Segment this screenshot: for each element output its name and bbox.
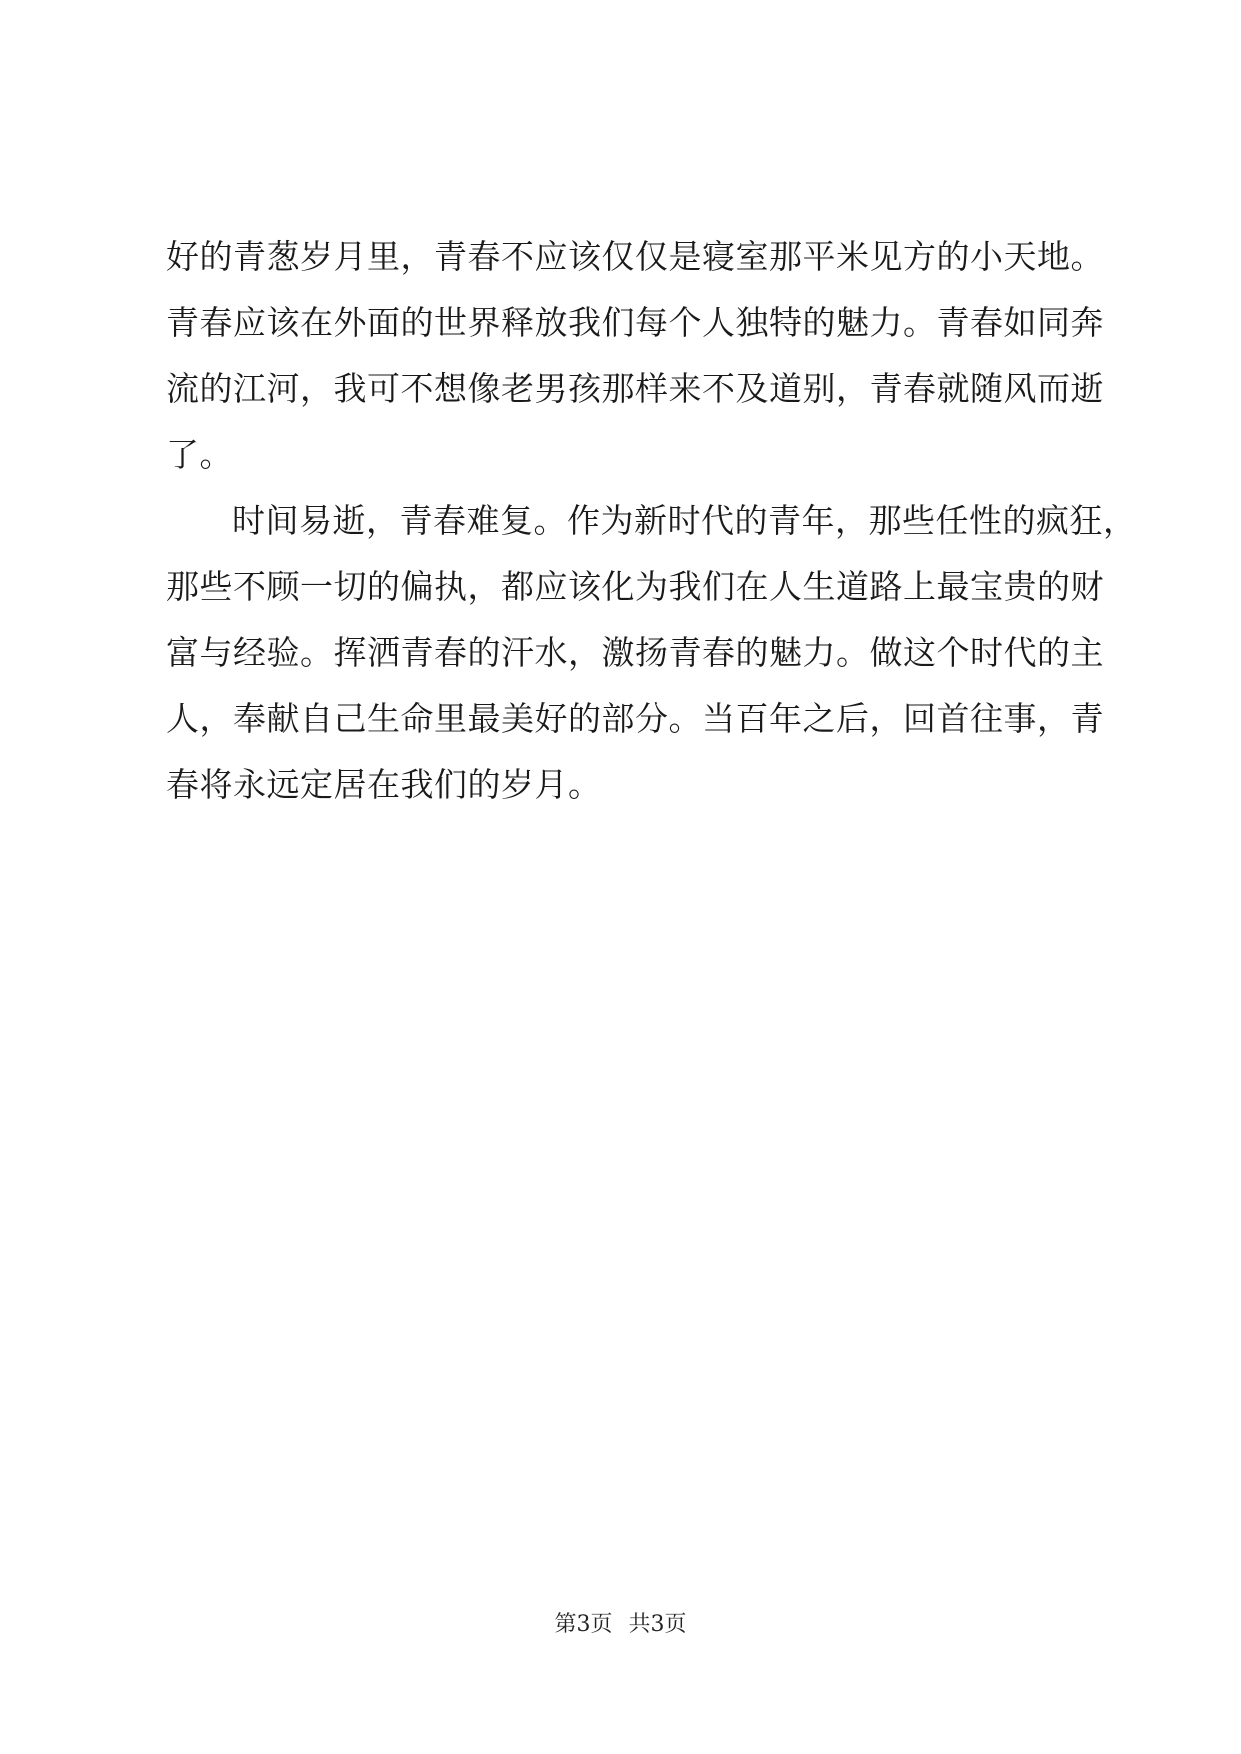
document-body: [166, 224, 1137, 818]
text-line: 富与经验。挥洒青春的汗水，激扬青春的魅力。做这个时代的主: [166, 633, 1104, 672]
text-line: 时间易逝，青春难复。作为新时代的青年，那些任性的疯狂，: [232, 501, 1137, 540]
page-number: 第3页: [554, 1612, 613, 1637]
text-line: 青春应该在外面的世界释放我们每个人独特的魅力。青春如同奔: [166, 303, 1104, 342]
text-line: 好的青葱岁月里，青春不应该仅仅是寝室那平米见方的小天地。: [166, 237, 1104, 276]
text-line: 春将永远定居在我们的岁月。: [166, 765, 602, 804]
text-line: 了。: [166, 435, 233, 474]
text-line: 人，奉献自己生命里最美好的部分。当百年之后，回首往事，青: [166, 699, 1104, 738]
text-line: 那些不顾一切的偏执，都应该化为我们在人生道路上最宝贵的财: [166, 567, 1104, 606]
page-footer: [0, 1610, 1241, 1640]
text-line: 流的江河，我可不想像老男孩那样来不及道别，青春就随风而逝: [166, 369, 1104, 408]
paragraph-2: [166, 488, 1137, 818]
paragraph-1: [166, 224, 1104, 488]
page-total: 共3页: [628, 1612, 687, 1637]
